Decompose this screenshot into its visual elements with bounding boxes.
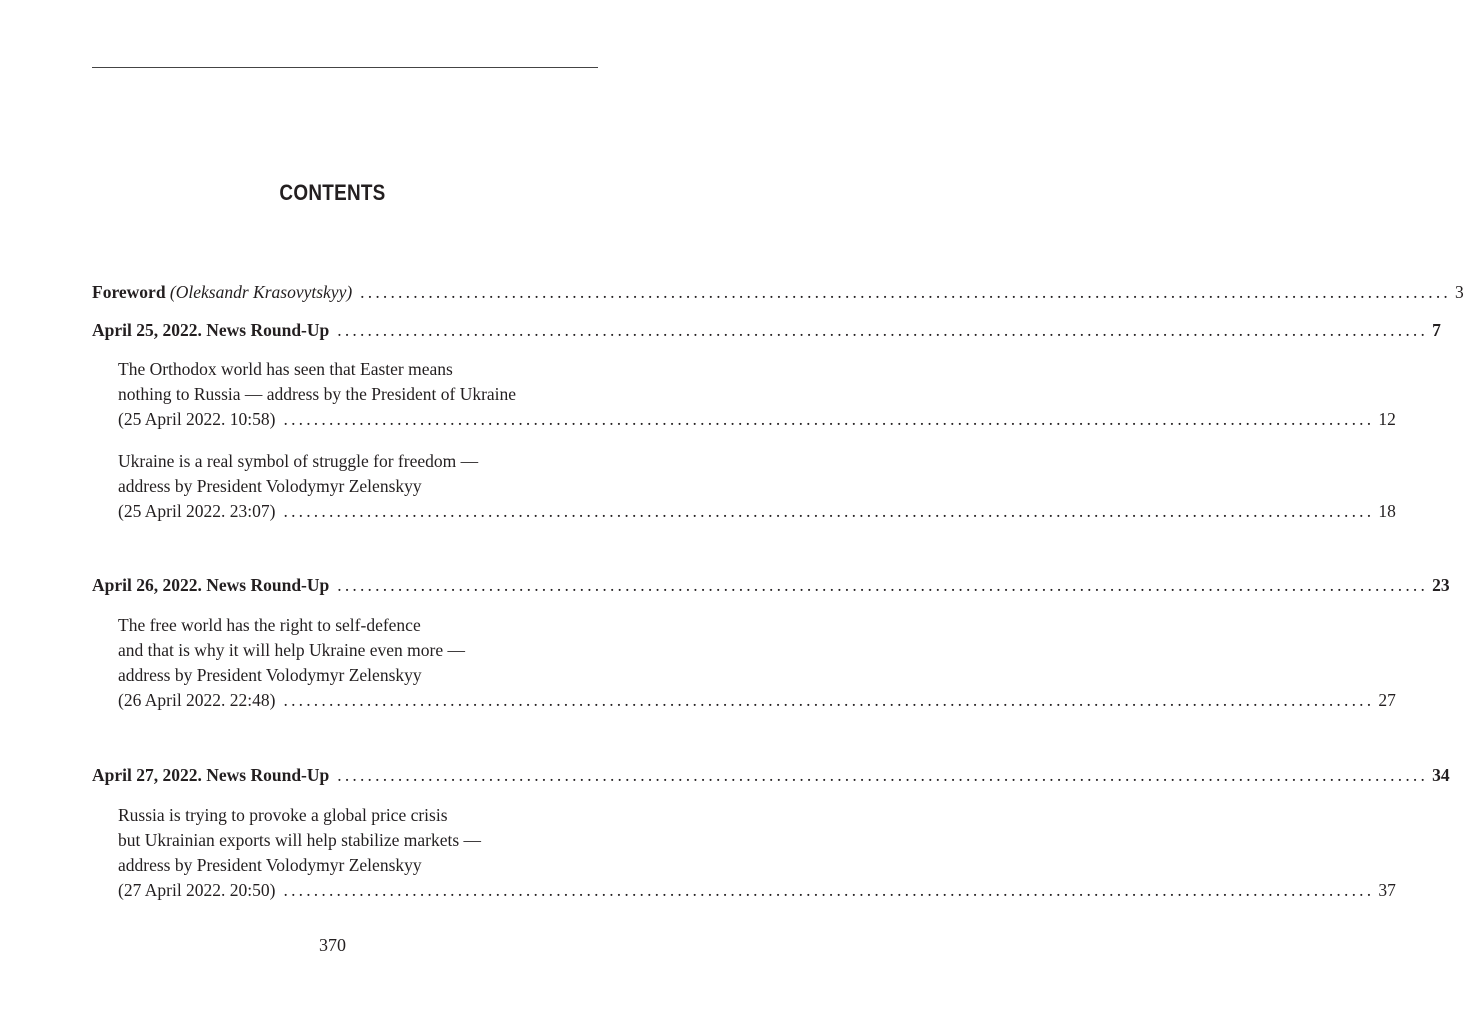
dot-leader: ................................................................................................................................................ xyxy=(283,501,1375,521)
toc-entry-address-3[interactable] xyxy=(118,613,1396,713)
toc-entry-round-up-april-27[interactable] xyxy=(92,763,1450,788)
foreword-label: Foreword xyxy=(92,282,166,302)
dot-leader: ................................................................................................................................................ xyxy=(283,409,1375,429)
toc-entry-round-up-april-25[interactable] xyxy=(92,318,1441,343)
dot-leader: ................................................................................................................................................ xyxy=(360,282,1451,302)
entry-line: nothing to Russia — address by the President of Ukraine xyxy=(118,384,517,404)
entry-line: address by President Volodymyr Zelenskyy xyxy=(118,665,422,685)
dot-leader: ................................................................................................................................................ xyxy=(337,320,1429,340)
entry-line: address by President Volodymyr Zelenskyy xyxy=(118,476,422,496)
entry-line: The Orthodox world has seen that Easter means xyxy=(118,359,453,379)
entry-date: (25 April 2022. 23:07) xyxy=(118,501,276,521)
header-rule xyxy=(92,67,598,68)
section-label: April 25, 2022. News Round-Up xyxy=(92,320,330,340)
toc-entry-foreword[interactable] xyxy=(92,280,1464,305)
section-label: April 27, 2022. News Round-Up xyxy=(92,765,330,785)
entry-line: Ukraine is a real symbol of struggle for freedom — xyxy=(118,451,479,471)
page-ref: 18 xyxy=(1378,501,1396,521)
section-label: April 26, 2022. News Round-Up xyxy=(92,575,330,595)
toc-entry-address-1[interactable] xyxy=(118,357,1396,432)
page-ref: 12 xyxy=(1378,409,1396,429)
entry-date: (26 April 2022. 22:48) xyxy=(118,690,276,710)
dot-leader: ................................................................................................................................................ xyxy=(283,690,1375,710)
entry-line: The free world has the right to self-defence xyxy=(118,615,421,635)
foreword-author: (Oleksandr Krasovytskyy) xyxy=(169,282,353,302)
dot-leader: ................................................................................................................................................ xyxy=(283,880,1375,900)
entry-line: and that is why it will help Ukraine even more — xyxy=(118,640,466,660)
entry-date: (25 April 2022. 10:58) xyxy=(118,409,276,429)
entry-line: address by President Volodymyr Zelenskyy xyxy=(118,855,422,875)
entry-date: (27 April 2022. 20:50) xyxy=(118,880,276,900)
page-ref: 34 xyxy=(1432,765,1450,785)
dot-leader: ................................................................................................................................................ xyxy=(337,575,1429,595)
page-ref: 7 xyxy=(1432,320,1441,340)
page-ref: 27 xyxy=(1378,690,1396,710)
page-ref: 37 xyxy=(1378,880,1396,900)
page-ref: 23 xyxy=(1432,575,1450,595)
dot-leader: ................................................................................................................................................ xyxy=(337,765,1429,785)
toc-entry-address-4[interactable] xyxy=(118,803,1396,903)
toc-entry-round-up-april-26[interactable] xyxy=(92,573,1450,598)
contents-heading: CONTENTS xyxy=(279,180,386,205)
toc-entry-address-2[interactable] xyxy=(118,449,1396,524)
entry-line: but Ukrainian exports will help stabilize markets — xyxy=(118,830,482,850)
page-number: 370 xyxy=(319,935,346,955)
entry-line: Russia is trying to provoke a global price crisis xyxy=(118,805,448,825)
page-ref: 3 xyxy=(1454,282,1464,302)
